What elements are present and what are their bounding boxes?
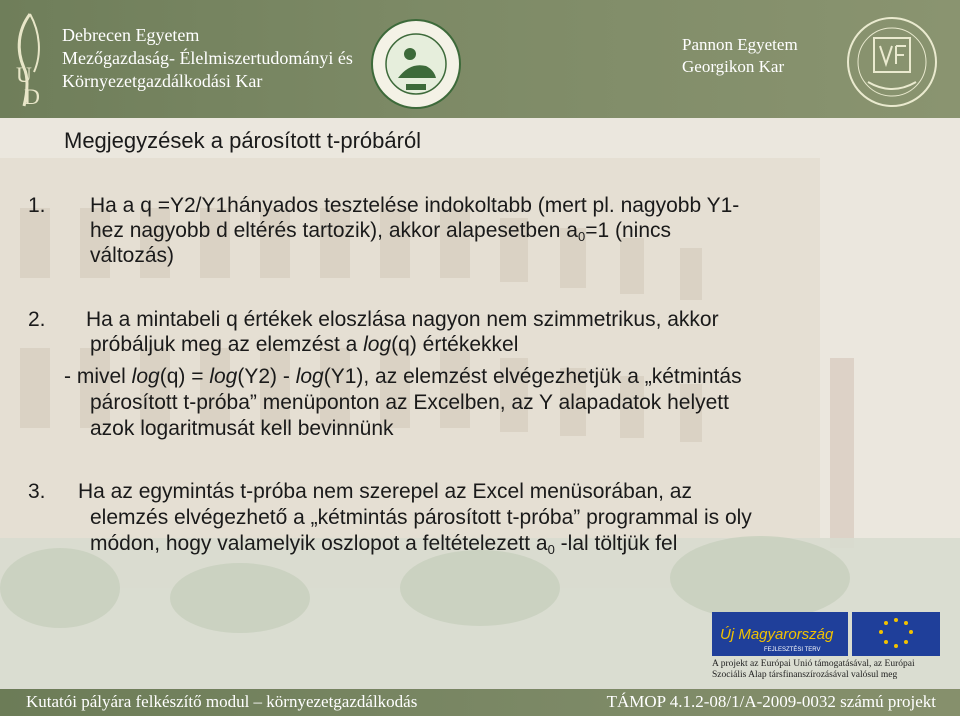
eu-note-line: Szociális Alap társfinanszírozásával valósul meg (712, 670, 898, 680)
item-text: (q) értékekkel (391, 333, 519, 356)
item-text: (Y1), az elemzést elvégezhetjük a „kétmintás (323, 365, 742, 388)
italic-log: log (363, 333, 392, 356)
partner-university-name (682, 34, 798, 78)
item-text: próbáljuk meg az elemzést a (90, 333, 364, 356)
partner-name-line: Pannon Egyetem (682, 35, 798, 54)
item-text: módon, hogy valamelyik oszlopot a feltételezett a (90, 532, 548, 555)
item-text: (Y2) - (237, 365, 296, 388)
item-text: azok logaritmusát kell bevinnünk (90, 417, 394, 440)
item-text (90, 333, 518, 357)
item-text: - mivel (64, 365, 132, 388)
item-text: párosított t-próba” menüponton az Excelben, az Y alapadatok helyett (90, 391, 729, 414)
subscript: 0 (577, 229, 586, 244)
italic-log: log (209, 365, 238, 388)
eu-funding-note (712, 659, 952, 681)
university-logo-icon (10, 10, 50, 110)
item-text (90, 219, 671, 249)
item-text (90, 532, 677, 562)
svg-text:D: D (24, 84, 40, 109)
university-name-line: Környezetgazdálkodási Kar (62, 71, 263, 91)
footer-project-id: TÁMOP 4.1.2-08/1/A-2009-0032 számú projekt (606, 692, 936, 711)
item-text: Ha az egymintás t-próba nem szerepel az Excel menüsorában, az (78, 480, 692, 503)
slide-title: Megjegyzések a párosított t-próbáról (64, 128, 422, 153)
item-text: (q) = (159, 365, 210, 388)
svg-text:U: U (16, 62, 32, 87)
university-name-line: Mezőgazdaság- Élelmiszertudományi és (62, 48, 353, 68)
item-text (64, 365, 742, 389)
new-hungary-logo-subtext: FEJLESZTÉSI TERV (764, 647, 821, 653)
faculty-seal-icon (370, 18, 462, 110)
footer-module-title: Kutatói pályára felkészítő modul – környezetgazdálkodás (26, 692, 418, 711)
header-band (0, 0, 960, 118)
university-name-line: Debrecen Egyetem (62, 25, 200, 45)
item-text: hez nagyobb d eltérés tartozik), akkor alapesetben a (90, 219, 578, 242)
item-number: 2. (28, 308, 46, 331)
university-name (62, 24, 353, 93)
item-number: 3. (28, 480, 46, 503)
partner-crest-icon (842, 12, 942, 110)
item-text: Ha a q =Y2/Y1hányados tesztelése indokoltabb (mert pl. nagyobb Y1- (90, 194, 740, 217)
italic-log: log (131, 365, 160, 388)
item-text: változás) (90, 244, 175, 267)
eu-note-line: A projekt az Európai Unió támogatásával, az Európai (712, 659, 915, 669)
subscript: 0 (547, 542, 555, 557)
partner-name-line: Georgikon Kar (682, 57, 785, 76)
eu-funding-logos (712, 612, 940, 656)
new-hungary-logo-text: Új Magyarország (720, 626, 834, 643)
item-text: elemzés elvégezhető a „kétmintás párosított t-próba” programmal is oly (90, 506, 752, 529)
item-text: -lal töltjük fel (554, 532, 678, 555)
italic-log: log (295, 365, 324, 388)
item-text: Ha a mintabeli q értékek eloszlása nagyon nem szimmetrikus, akkor (86, 308, 719, 331)
item-number: 1. (28, 194, 46, 217)
footer-band (0, 689, 960, 716)
item-text: =1 (nincs (585, 219, 671, 242)
